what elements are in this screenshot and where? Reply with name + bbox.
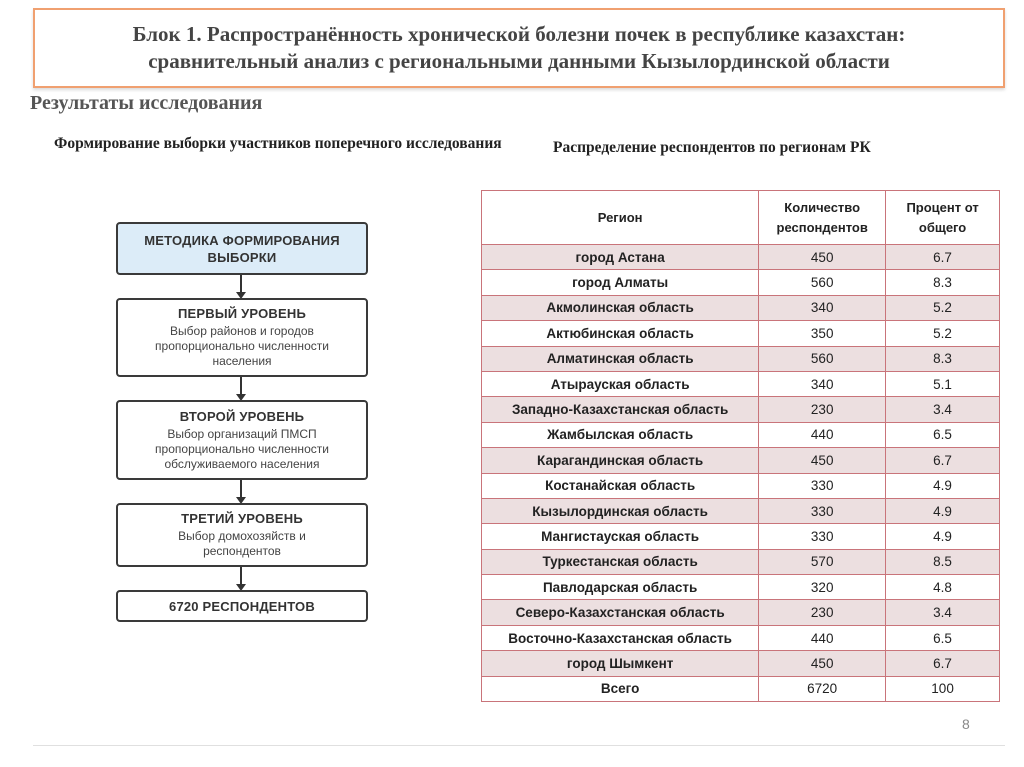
header-region: Регион bbox=[482, 191, 759, 245]
slide-title-box bbox=[33, 8, 1005, 88]
flow-level1-box bbox=[116, 298, 368, 377]
cell-count: 330 bbox=[759, 498, 886, 523]
cell-region: Павлодарская область bbox=[482, 575, 759, 600]
flow-arrow-2 bbox=[240, 377, 242, 395]
cell-percent: 5.2 bbox=[886, 295, 1000, 320]
cell-percent: 3.4 bbox=[886, 600, 1000, 625]
table-row bbox=[482, 600, 1000, 625]
respondents-table bbox=[481, 190, 1000, 702]
flow-level2-text: Выбор организаций ПМСП пропорционально численности обслуживаемого населения bbox=[155, 426, 329, 471]
flow-total-label: 6720 РЕСПОНДЕНТОВ bbox=[169, 598, 315, 614]
cell-percent: 3.4 bbox=[886, 397, 1000, 422]
cell-region: Костанайская область bbox=[482, 473, 759, 498]
cell-percent: 8.3 bbox=[886, 346, 1000, 371]
header-count: Количество респондентов bbox=[759, 191, 886, 245]
cell-count: 350 bbox=[759, 321, 886, 346]
cell-percent: 6.5 bbox=[886, 422, 1000, 447]
flow-total-box bbox=[116, 590, 368, 622]
cell-count: 570 bbox=[759, 549, 886, 574]
cell-region: Атырауская область bbox=[482, 371, 759, 396]
table-row bbox=[482, 651, 1000, 676]
table-body bbox=[482, 245, 1000, 702]
cell-count: 230 bbox=[759, 397, 886, 422]
footer-divider bbox=[33, 745, 1005, 746]
table-row bbox=[482, 473, 1000, 498]
flow-arrow-4 bbox=[240, 567, 242, 585]
cell-count: 440 bbox=[759, 422, 886, 447]
cell-region: Туркестанская область bbox=[482, 549, 759, 574]
cell-count: 340 bbox=[759, 295, 886, 320]
cell-region: Кызылординская область bbox=[482, 498, 759, 523]
flow-arrow-1 bbox=[240, 275, 242, 293]
cell-count: 440 bbox=[759, 625, 886, 650]
cell-count: 330 bbox=[759, 524, 886, 549]
cell-region: Жамбылская область bbox=[482, 422, 759, 447]
cell-region: город Астана bbox=[482, 245, 759, 270]
table-row bbox=[482, 498, 1000, 523]
cell-region: Акмолинская область bbox=[482, 295, 759, 320]
cell-count: 6720 bbox=[759, 676, 886, 701]
slide-title-line2: сравнительный анализ с региональными данными Кызылординской области bbox=[148, 49, 890, 73]
flow-methodology-label: МЕТОДИКА ФОРМИРОВАНИЯ ВЫБОРКИ bbox=[144, 232, 340, 265]
cell-region: Мангистауская область bbox=[482, 524, 759, 549]
header-percent: Процент от общего bbox=[886, 191, 1000, 245]
cell-region: Карагандинская область bbox=[482, 448, 759, 473]
flow-level2-title: ВТОРОЙ УРОВЕНЬ bbox=[179, 408, 305, 424]
table-row bbox=[482, 575, 1000, 600]
cell-percent: 8.5 bbox=[886, 549, 1000, 574]
table-row bbox=[482, 676, 1000, 701]
cell-count: 450 bbox=[759, 448, 886, 473]
cell-percent: 4.9 bbox=[886, 524, 1000, 549]
cell-count: 340 bbox=[759, 371, 886, 396]
cell-region: город Шымкент bbox=[482, 651, 759, 676]
flow-level1-text: Выбор районов и городов пропорционально численности населения bbox=[155, 324, 329, 368]
table-row bbox=[482, 295, 1000, 320]
cell-region: Актюбинская область bbox=[482, 321, 759, 346]
cell-count: 450 bbox=[759, 245, 886, 270]
cell-percent: 6.7 bbox=[886, 651, 1000, 676]
cell-count: 320 bbox=[759, 575, 886, 600]
cell-region: Западно-Казахстанская область bbox=[482, 397, 759, 422]
cell-percent: 5.1 bbox=[886, 371, 1000, 396]
cell-percent: 5.2 bbox=[886, 321, 1000, 346]
table-row bbox=[482, 397, 1000, 422]
flow-level1-title: ПЕРВЫЙ УРОВЕНЬ bbox=[177, 306, 307, 321]
cell-percent: 4.8 bbox=[886, 575, 1000, 600]
cell-count: 560 bbox=[759, 346, 886, 371]
flow-level3-box bbox=[116, 503, 368, 567]
page-number: 8 bbox=[962, 716, 970, 732]
table-row bbox=[482, 524, 1000, 549]
table-row bbox=[482, 371, 1000, 396]
flow-level3-title: ТРЕТИЙ УРОВЕНЬ bbox=[181, 511, 303, 526]
table-header-row bbox=[482, 191, 1000, 245]
table-row bbox=[482, 625, 1000, 650]
cell-count: 560 bbox=[759, 270, 886, 295]
flow-arrow-3 bbox=[240, 480, 242, 498]
table-row bbox=[482, 448, 1000, 473]
flow-methodology-box bbox=[116, 222, 368, 275]
flow-level2-box bbox=[116, 400, 368, 480]
cell-percent: 6.7 bbox=[886, 245, 1000, 270]
cell-percent: 4.9 bbox=[886, 498, 1000, 523]
table-row bbox=[482, 346, 1000, 371]
cell-region: Северо-Казахстанская область bbox=[482, 600, 759, 625]
section-subtitle: Результаты исследования bbox=[30, 92, 263, 114]
cell-count: 450 bbox=[759, 651, 886, 676]
cell-count: 330 bbox=[759, 473, 886, 498]
cell-region: Восточно-Казахстанская область bbox=[482, 625, 759, 650]
cell-region: город Алматы bbox=[482, 270, 759, 295]
slide-title-line1: Блок 1. Распространённость хронической болезни почек в республике казахстан: bbox=[132, 22, 906, 46]
flowchart-heading: Формирование выборки участников поперечного исследования bbox=[54, 135, 502, 152]
cell-percent: 4.9 bbox=[886, 473, 1000, 498]
cell-percent: 8.3 bbox=[886, 270, 1000, 295]
flow-level3-text: Выбор домохозяйств и респондентов bbox=[178, 529, 306, 558]
cell-percent: 100 bbox=[886, 676, 1000, 701]
table-row bbox=[482, 321, 1000, 346]
cell-percent: 6.7 bbox=[886, 448, 1000, 473]
cell-count: 230 bbox=[759, 600, 886, 625]
cell-percent: 6.5 bbox=[886, 625, 1000, 650]
table-row bbox=[482, 270, 1000, 295]
cell-region: Алматинская область bbox=[482, 346, 759, 371]
cell-region: Всего bbox=[482, 676, 759, 701]
table-row bbox=[482, 422, 1000, 447]
table-row bbox=[482, 549, 1000, 574]
table-heading: Распределение респондентов по регионам РК bbox=[553, 139, 871, 156]
table-row bbox=[482, 245, 1000, 270]
